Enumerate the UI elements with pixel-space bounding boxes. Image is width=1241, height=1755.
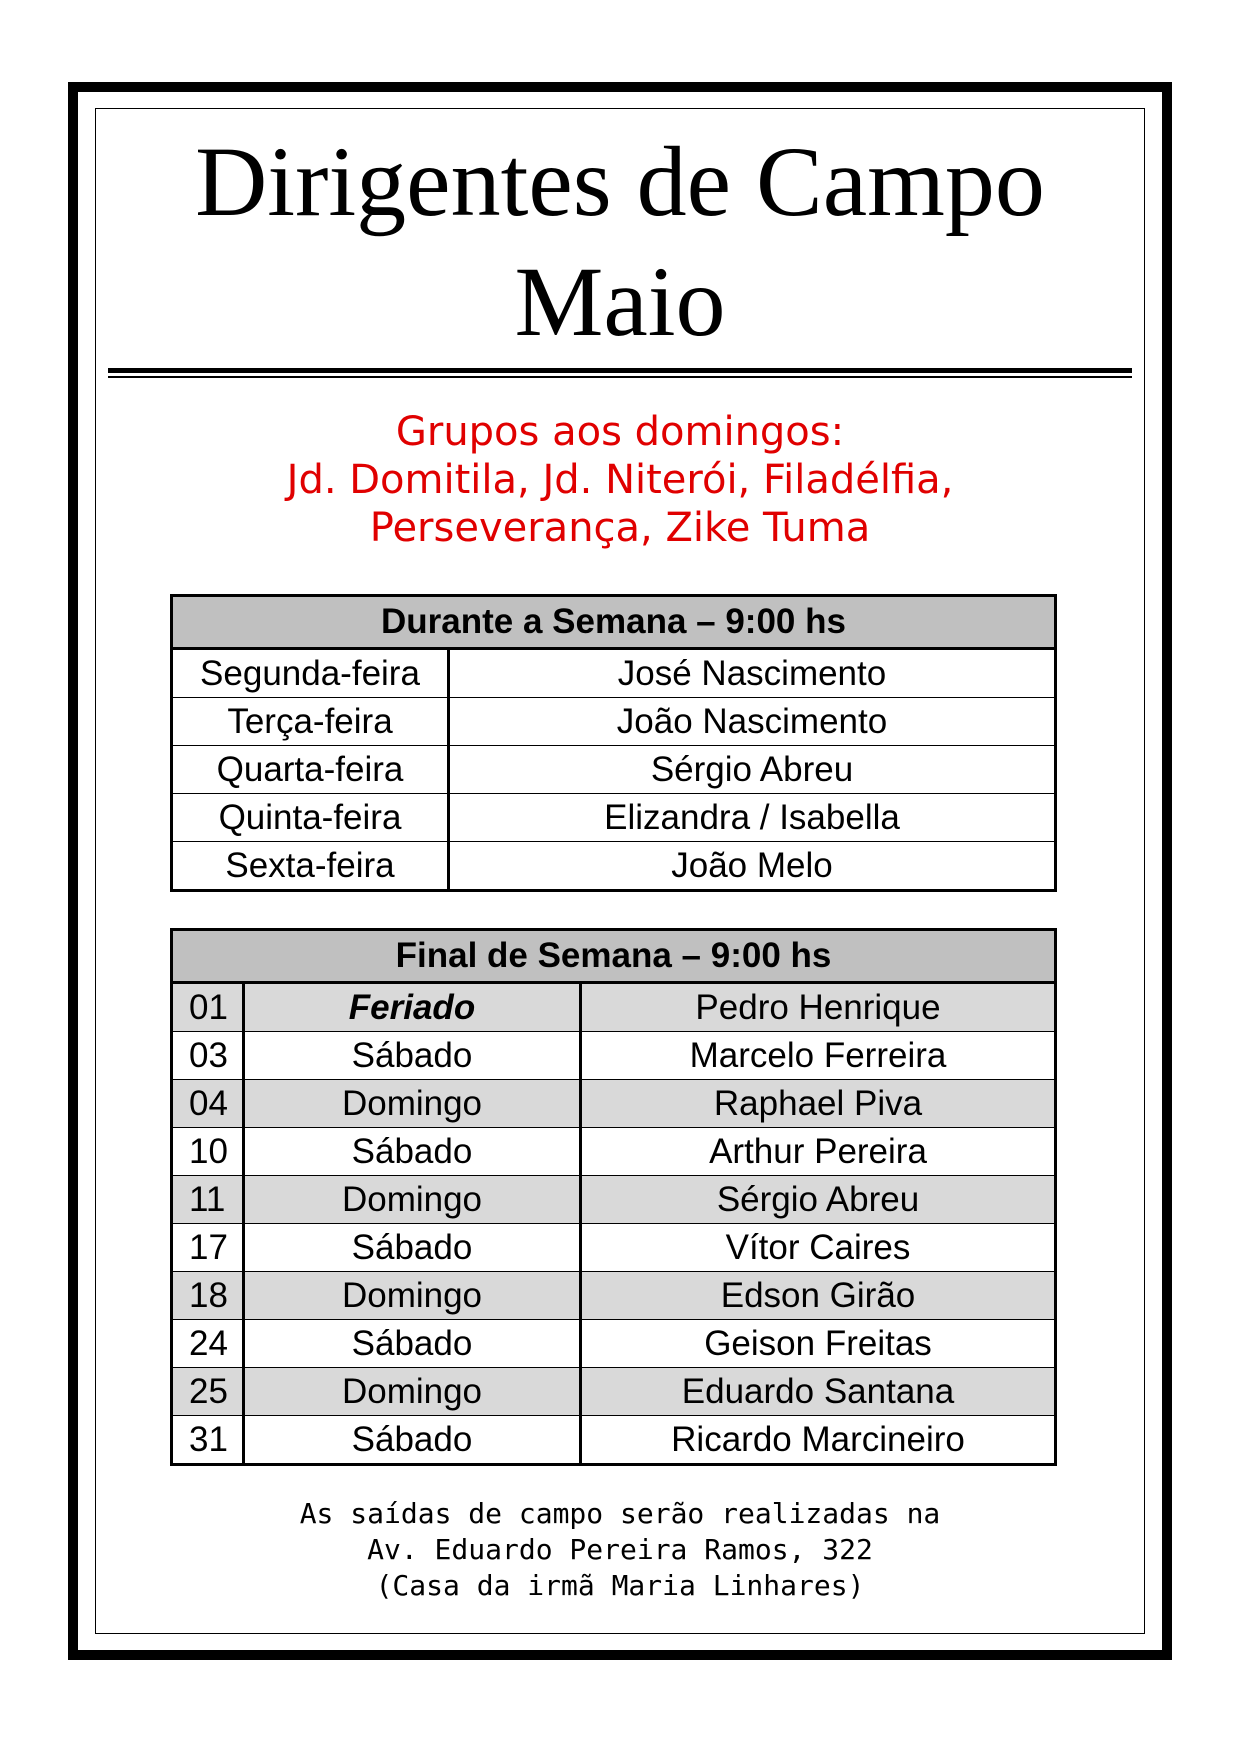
footer-address: Av. Eduardo Pereira Ramos, 322 — [367, 1533, 873, 1566]
date-cell: 25 — [172, 1368, 244, 1416]
table-row — [172, 1320, 1056, 1368]
day-cell: Sábado — [244, 1128, 581, 1176]
date-cell: 03 — [172, 1032, 244, 1080]
table-row — [172, 1032, 1056, 1080]
date-cell: 31 — [172, 1416, 244, 1465]
weekday-table-header: Durante a Semana – 9:00 hs — [172, 596, 1056, 649]
footer-line: As saídas de campo serão realizadas na — [299, 1497, 941, 1530]
day-cell: Domingo — [244, 1176, 581, 1224]
weekend-schedule-table — [170, 928, 1057, 1466]
date-cell: 04 — [172, 1080, 244, 1128]
table-row — [172, 1416, 1056, 1465]
title-divider-thin — [108, 376, 1132, 378]
table-row — [172, 698, 1056, 746]
page-subtitle-month: Maio — [514, 246, 726, 357]
leader-cell: Edson Girão — [581, 1272, 1056, 1320]
date-cell: 24 — [172, 1320, 244, 1368]
leader-cell: Sérgio Abreu — [581, 1176, 1056, 1224]
day-cell: Sábado — [244, 1032, 581, 1080]
leader-cell: Raphael Piva — [581, 1080, 1056, 1128]
weekday-cell: Terça-feira — [172, 698, 449, 746]
weekday-schedule-table — [170, 594, 1057, 892]
leader-cell: Arthur Pereira — [581, 1128, 1056, 1176]
date-cell: 10 — [172, 1128, 244, 1176]
table-row — [172, 1224, 1056, 1272]
table-row — [172, 794, 1056, 842]
page-title: Dirigentes de Campo — [195, 126, 1045, 237]
date-cell: 18 — [172, 1272, 244, 1320]
table-row — [172, 842, 1056, 891]
table-row — [172, 983, 1056, 1032]
table-row — [172, 1128, 1056, 1176]
table-row — [172, 1368, 1056, 1416]
table-row — [172, 1176, 1056, 1224]
weekday-cell: Segunda-feira — [172, 649, 449, 698]
leader-cell: João Melo — [449, 842, 1056, 891]
sunday-groups — [95, 408, 1145, 552]
table-row — [172, 746, 1056, 794]
sunday-groups-heading: Grupos aos domingos: — [395, 409, 845, 455]
footer-host: (Casa da irmã Maria Linhares) — [375, 1569, 865, 1602]
weekday-cell: Quinta-feira — [172, 794, 449, 842]
leader-cell: Eduardo Santana — [581, 1368, 1056, 1416]
weekday-cell: Quarta-feira — [172, 746, 449, 794]
date-cell: 01 — [172, 983, 244, 1032]
meeting-location-note — [95, 1496, 1145, 1604]
day-cell: Domingo — [244, 1368, 581, 1416]
leader-cell: Ricardo Marcineiro — [581, 1416, 1056, 1465]
sunday-groups-list-line2: Perseverança, Zike Tuma — [369, 505, 871, 551]
leader-cell: Sérgio Abreu — [449, 746, 1056, 794]
leader-cell: Pedro Henrique — [581, 983, 1056, 1032]
date-cell: 11 — [172, 1176, 244, 1224]
table-row — [172, 1272, 1056, 1320]
day-cell: Feriado — [244, 983, 581, 1032]
day-cell: Sábado — [244, 1416, 581, 1465]
leader-cell: Geison Freitas — [581, 1320, 1056, 1368]
day-cell: Sábado — [244, 1320, 581, 1368]
leader-cell: José Nascimento — [449, 649, 1056, 698]
sunday-groups-list-line1: Jd. Domitila, Jd. Niterói, Filadélfia, — [286, 457, 954, 503]
date-cell: 17 — [172, 1224, 244, 1272]
table-row — [172, 649, 1056, 698]
leader-cell: João Nascimento — [449, 698, 1056, 746]
day-cell: Domingo — [244, 1080, 581, 1128]
weekend-table-header: Final de Semana – 9:00 hs — [172, 930, 1056, 983]
title-divider-thick — [108, 368, 1132, 373]
day-cell: Sábado — [244, 1224, 581, 1272]
leader-cell: Vítor Caires — [581, 1224, 1056, 1272]
weekday-cell: Sexta-feira — [172, 842, 449, 891]
leader-cell: Marcelo Ferreira — [581, 1032, 1056, 1080]
day-cell: Domingo — [244, 1272, 581, 1320]
leader-cell: Elizandra / Isabella — [449, 794, 1056, 842]
table-row — [172, 1080, 1056, 1128]
